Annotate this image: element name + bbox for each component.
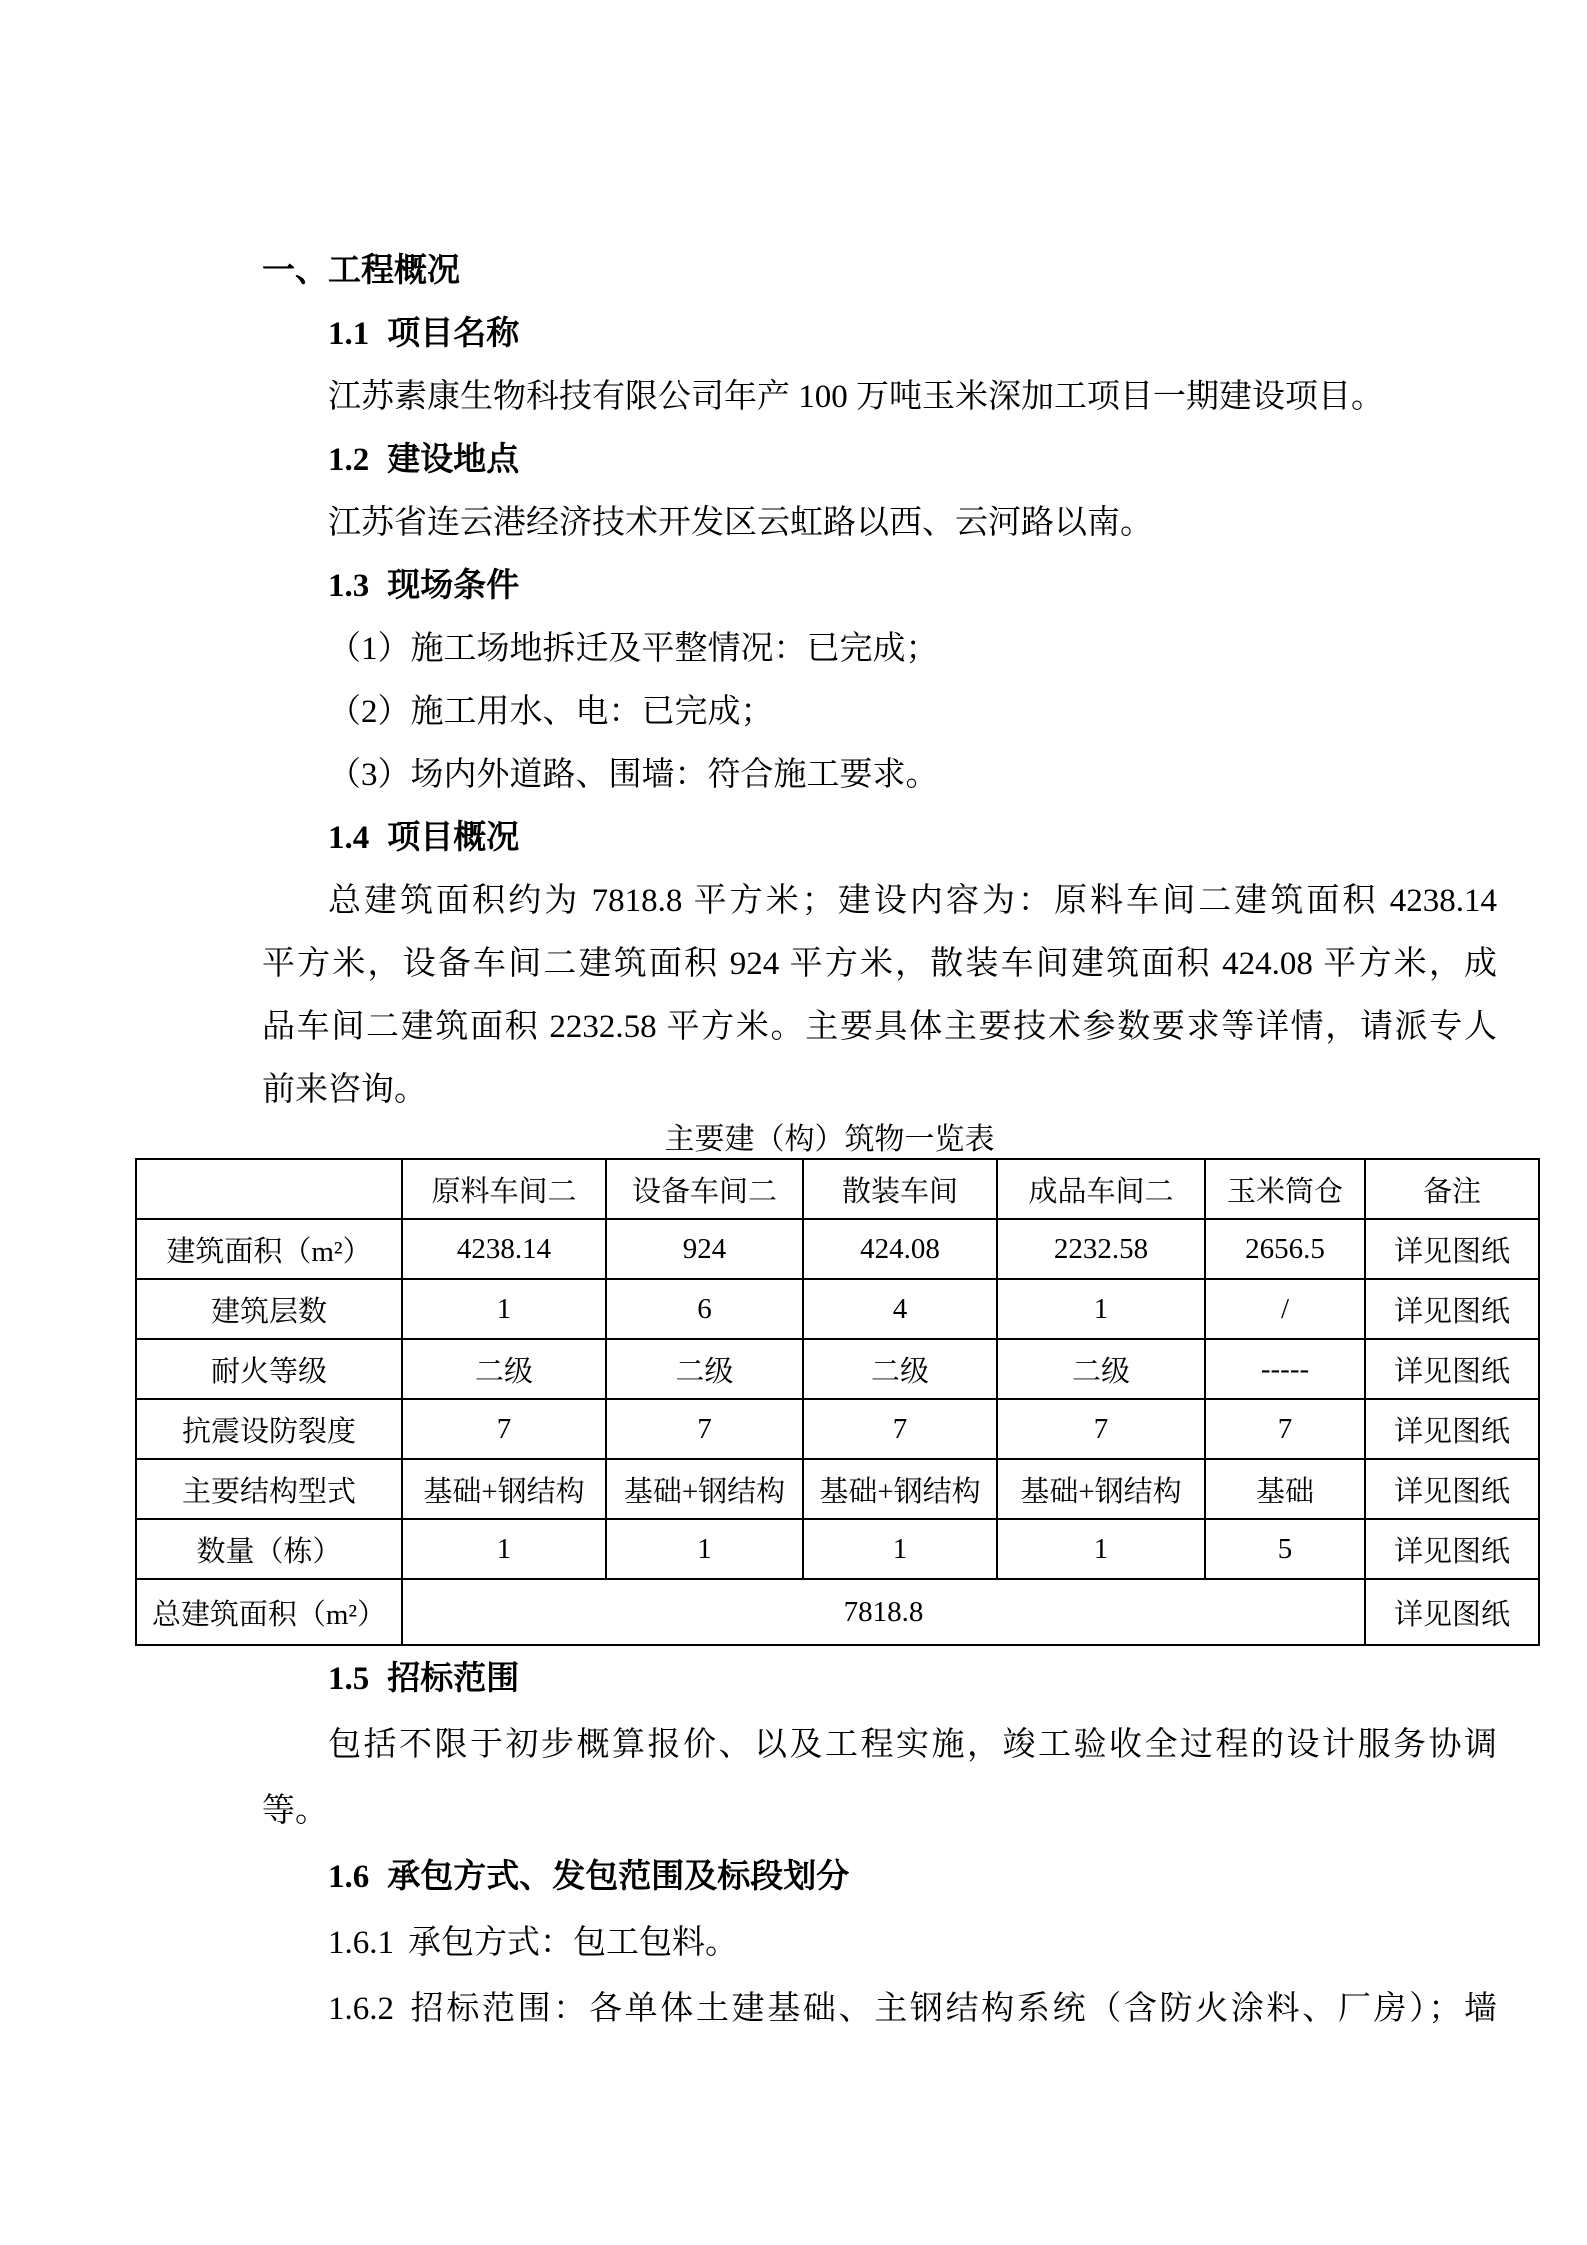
section-label: 现场条件 — [387, 568, 520, 604]
table-cell: 1 — [402, 1279, 606, 1339]
clause-1-6-2 — [262, 1976, 1497, 2042]
section-label: 项目名称 — [387, 316, 520, 352]
table-header-row — [136, 1159, 1539, 1219]
section-number: 1.4 — [328, 820, 370, 856]
table-title-text: 主要建（构）筑物一览表 — [664, 1123, 995, 1156]
heading-1-6-contracting — [262, 1844, 1497, 1910]
table-row-label: 主要结构型式 — [136, 1459, 402, 1519]
table-header-cell: 设备车间二 — [606, 1159, 803, 1219]
table-cell: 基础+钢结构 — [606, 1459, 803, 1519]
table-cell: 基础+钢结构 — [402, 1459, 606, 1519]
condition-text: （3）场内外道路、围墙：符合施工要求。 — [328, 757, 939, 793]
table-header-cell: 备注 — [1365, 1159, 1539, 1219]
table-cell: 1 — [997, 1279, 1205, 1339]
table-header-cell: 成品车间二 — [997, 1159, 1205, 1219]
table-row-label: 数量（栋） — [136, 1519, 402, 1579]
condition-item-3 — [262, 744, 1497, 807]
table-cell: 二级 — [997, 1339, 1205, 1399]
table-cell: 二级 — [803, 1339, 997, 1399]
clause-text: 承包方式：包工包料。 — [408, 1925, 738, 1961]
section-number: 1.6 — [328, 1859, 370, 1895]
condition-item-1 — [262, 618, 1497, 681]
table-cell: 基础 — [1205, 1459, 1365, 1519]
paragraph-text: 品车间二建筑面积 2232.58 平方米。主要具体主要技术参数要求等详情，请派专人 — [262, 1009, 1497, 1045]
section-number: 1.3 — [328, 568, 370, 604]
table-total-value: 7818.8 — [402, 1579, 1365, 1645]
section-number: 1.2 — [328, 442, 370, 478]
table-cell: 1 — [402, 1519, 606, 1579]
table-cell: 7 — [1205, 1399, 1365, 1459]
heading-1-1-project-name — [262, 303, 1497, 366]
paragraph-profile-line-3 — [262, 996, 1497, 1059]
table-cell: 2232.58 — [997, 1219, 1205, 1279]
table-cell: 详见图纸 — [1365, 1519, 1539, 1579]
buildings-table-wrapper — [135, 1158, 1524, 1646]
table-row — [136, 1399, 1539, 1459]
table-header-cell: 玉米筒仓 — [1205, 1159, 1365, 1219]
paragraph-profile-line-4 — [262, 1059, 1497, 1122]
table-cell: 6 — [606, 1279, 803, 1339]
section-label: 招标范围 — [387, 1661, 520, 1697]
table-cell: 1 — [803, 1519, 997, 1579]
table-cell: 7 — [606, 1399, 803, 1459]
table-cell: 4238.14 — [402, 1219, 606, 1279]
table-cell: 924 — [606, 1219, 803, 1279]
table-cell: 7 — [803, 1399, 997, 1459]
table-row-label: 建筑面积（m²） — [136, 1219, 402, 1279]
paragraph-text: 总建筑面积约为 7818.8 平方米；建设内容为：原料车间二建筑面积 4238.14 — [328, 883, 1497, 919]
table-cell: 二级 — [606, 1339, 803, 1399]
section-label: 承包方式、发包范围及标段划分 — [387, 1859, 850, 1895]
clause-number: 1.6.1 — [328, 1925, 394, 1961]
table-row-label: 抗震设防裂度 — [136, 1399, 402, 1459]
table-cell: 7 — [402, 1399, 606, 1459]
paragraph-text: 平方米，设备车间二建筑面积 924 平方米，散装车间建筑面积 424.08 平方米，成 — [262, 946, 1497, 982]
table-row-label: 耐火等级 — [136, 1339, 402, 1399]
paragraph-location — [262, 492, 1497, 555]
heading-1-2-location — [262, 429, 1497, 492]
table-row — [136, 1519, 1539, 1579]
clause-text: 招标范围：各单体土建基础、主钢结构系统（含防火涂料、厂房）；墙 — [408, 1991, 1497, 2027]
section-label: 项目概况 — [387, 820, 520, 856]
table-cell: 1 — [997, 1519, 1205, 1579]
heading-1-5-bidding-scope — [262, 1646, 1497, 1712]
condition-text: （2）施工用水、电：已完成； — [328, 694, 774, 730]
section-label: 建设地点 — [387, 442, 520, 478]
buildings-summary-table — [135, 1158, 1540, 1646]
table-cell: 424.08 — [803, 1219, 997, 1279]
table-cell: 5 — [1205, 1519, 1365, 1579]
table-cell: 基础+钢结构 — [997, 1459, 1205, 1519]
table-row — [136, 1219, 1539, 1279]
table-cell: ----- — [1205, 1339, 1365, 1399]
table-header-cell — [136, 1159, 402, 1219]
table-cell: 详见图纸 — [1365, 1579, 1539, 1645]
paragraph-scope-line-1 — [262, 1712, 1497, 1778]
table-header-cell: 原料车间二 — [402, 1159, 606, 1219]
table-cell: 1 — [606, 1519, 803, 1579]
condition-item-2 — [262, 681, 1497, 744]
table-cell: 2656.5 — [1205, 1219, 1365, 1279]
paragraph-text: 江苏省连云港经济技术开发区云虹路以西、云河路以南。 — [328, 505, 1153, 541]
clause-1-6-1 — [262, 1910, 1497, 1976]
section-number: 1.5 — [328, 1661, 370, 1697]
table-cell: / — [1205, 1279, 1365, 1339]
table-cell: 详见图纸 — [1365, 1339, 1539, 1399]
table-cell: 7 — [997, 1399, 1205, 1459]
table-row — [136, 1459, 1539, 1519]
table-cell: 详见图纸 — [1365, 1399, 1539, 1459]
paragraph-text: 等。 — [262, 1793, 328, 1829]
table-cell: 基础+钢结构 — [803, 1459, 997, 1519]
heading-1-3-site-conditions — [262, 555, 1497, 618]
paragraph-profile-line-1 — [262, 870, 1497, 933]
paragraph-text: 前来咨询。 — [262, 1072, 427, 1108]
section-number: 1.1 — [328, 316, 370, 352]
clause-number: 1.6.2 — [328, 1991, 394, 2027]
table-cell: 详见图纸 — [1365, 1459, 1539, 1519]
table-row-label: 总建筑面积（m²） — [136, 1579, 402, 1645]
table-cell: 详见图纸 — [1365, 1219, 1539, 1279]
paragraph-text: 包括不限于初步概算报价、以及工程实施，竣工验收全过程的设计服务协调 — [328, 1727, 1497, 1763]
heading-project-overview — [262, 240, 1497, 303]
table-header-cell: 散装车间 — [803, 1159, 997, 1219]
table-title — [135, 1122, 1524, 1158]
table-cell: 详见图纸 — [1365, 1279, 1539, 1339]
heading-text: 一、工程概况 — [262, 253, 460, 289]
paragraph-project-name — [262, 366, 1497, 429]
paragraph-text: 江苏素康生物科技有限公司年产 100 万吨玉米深加工项目一期建设项目。 — [328, 379, 1384, 415]
paragraph-scope-line-2 — [262, 1778, 1497, 1844]
paragraph-profile-line-2 — [262, 933, 1497, 996]
table-cell: 4 — [803, 1279, 997, 1339]
table-row — [136, 1279, 1539, 1339]
table-row-label: 建筑层数 — [136, 1279, 402, 1339]
heading-1-4-project-profile — [262, 807, 1497, 870]
table-total-row — [136, 1579, 1539, 1645]
table-row — [136, 1339, 1539, 1399]
table-cell: 二级 — [402, 1339, 606, 1399]
condition-text: （1）施工场地拆迁及平整情况：已完成； — [328, 631, 939, 667]
